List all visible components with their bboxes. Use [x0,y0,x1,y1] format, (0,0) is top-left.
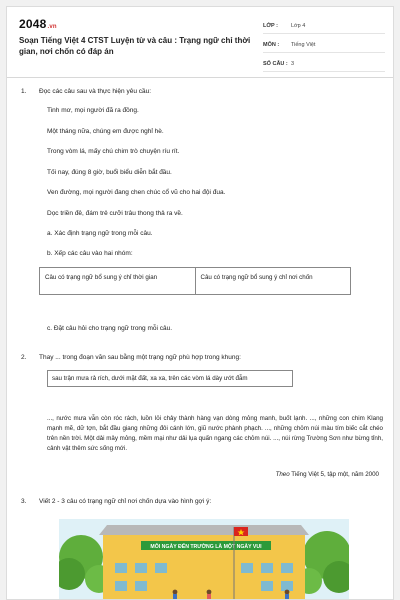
document-title: Soạn Tiếng Việt 4 CTST Luyện từ và câu : Trạng ngữ chỉ thời gian, nơi chốn có đáp án [19,36,251,56]
question-prompt: Thay ... trong đoạn văn sau bằng một trạng ngữ phù hợp trong khung: [39,354,241,361]
task-b: b. Xếp các câu vào hai nhóm: [47,250,133,257]
meta-value: Tiếng Việt [291,42,316,48]
question-number: 3. [21,498,27,505]
meta-key: SỐ CÂU : [263,61,288,67]
sentence: Trong vòm lá, mấy chú chim trò chuyện ríu rít. [47,148,180,155]
table-header-place: Câu có trạng ngữ bổ sung ý chỉ nơi chốn [200,274,313,281]
meta-key: LỚP : [263,23,278,29]
meta-value: Lớp 4 [291,23,306,29]
sentence: Tối nay, đúng 8 giờ, buổi biểu diễn bắt đầu. [47,169,172,176]
meta-key: MÔN : [263,42,280,48]
meta-row-count [263,57,385,72]
sentence: Ven đường, mọi người đang chen chúc cổ vũ cho hai đội đua. [47,189,226,196]
banner-text: MỖI NGÀY ĐẾN TRƯỜNG LÀ MỘT NGÀY VUI [150,544,262,550]
worksheet-page [6,6,394,600]
meta-row-class [263,19,385,34]
site-logo[interactable] [19,17,57,31]
school-scene-image [59,519,349,600]
logo-domain: .vn [47,24,57,30]
task-c: c. Đặt câu hỏi cho trạng ngữ trong mỗi câu. [47,325,173,332]
question-2 [21,353,241,362]
sentence: Tinh mơ, mọi người đã ra đồng. [47,107,139,114]
question-prompt: Viết 2 - 3 câu có trạng ngữ chỉ nơi chốn dựa vào hình gợi ý: [39,498,212,505]
meta-row-subject [263,38,385,53]
source-text: Tiếng Việt 5, tập một, năm 2000 [289,471,379,478]
source-citation [276,471,379,478]
question-1 [21,87,151,96]
question-number: 1. [21,88,27,95]
sentence: Một tháng nữa, chúng em được nghỉ hè. [47,128,164,135]
meta-value: 3 [291,61,295,67]
question-3 [21,497,211,506]
sentence: Dọc triền đê, đám trẻ cưỡi trâu thong thả ra về. [47,210,183,217]
paragraph: ..., nước mưa vẫn còn róc rách, luồn lỏi chảy thành hàng vạn dòng mỏng manh, buốt lạnh. ..., những con chim Klang mạnh mẽ, dữ tợn, bắt đầu giang những đôi cánh lớn, giũ nước phành phạch. ..., những chỏm núi màu tím biếc cắt chéo trên nền trời. Một dải mây mỏng, mềm mại như dải lụa quấn ngang các chỏm núi. ..., núi rừng Trường Sơn như bừng tỉnh, cảnh vật thêm sức sống mới. [47,415,383,452]
question-number: 2. [21,354,27,361]
header [7,7,393,78]
question-prompt: Đọc các câu sau và thực hiện yêu cầu: [39,88,152,95]
table-header-time: Câu có trạng ngữ bổ sung ý chỉ thời gian [40,268,196,294]
source-prefix: Theo [275,471,290,478]
word-box: sau trận mưa rả rích, dưới mặt đất, xa xa, trên các vòm lá dày ướt đẫm [47,370,293,387]
grouping-table [39,267,351,295]
task-a: a. Xác định trạng ngữ trong mỗi câu. [47,230,153,237]
school-illustration [59,519,349,600]
meta-panel [263,19,385,76]
logo-text: 2048 [19,17,47,31]
